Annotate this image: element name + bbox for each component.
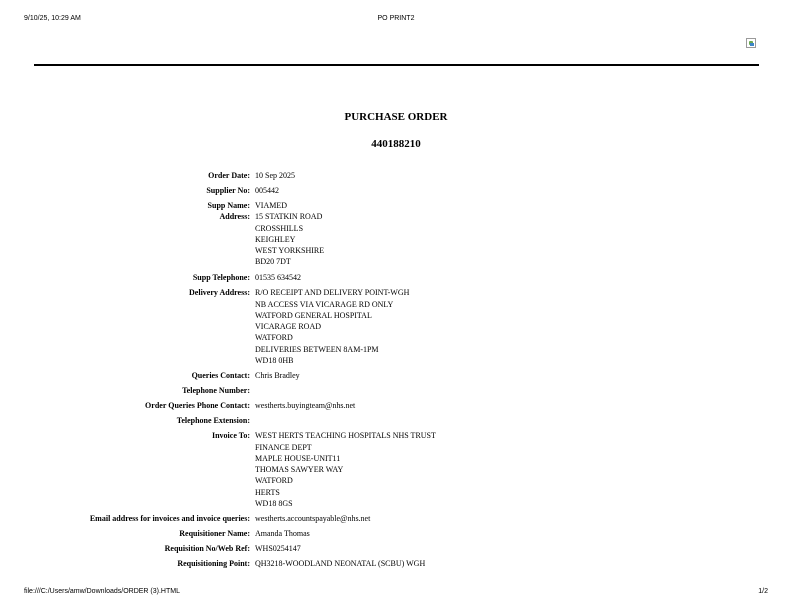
invoice-to-value: [255, 430, 436, 509]
telephone-number-row: [0, 385, 792, 400]
order-date-value: 10 Sep 2025: [255, 171, 295, 180]
requisitioner-name-label: Requisitioner Name:: [179, 529, 250, 539]
address-value: [255, 211, 324, 267]
requisitioner-name-row: [0, 528, 792, 543]
address-row: [0, 211, 792, 272]
telephone-number-label: Telephone Number:: [182, 386, 250, 396]
requisitioning-point-value: QH3218-WOODLAND NEONATAL (SCBU) WGH: [255, 559, 426, 569]
delivery-address-row: [0, 287, 792, 370]
order-queries-contact-label: Order Queries Phone Contact:: [145, 401, 250, 411]
supp-telephone-value: 01535 634542: [255, 273, 301, 283]
supplier-no-value: 005442: [255, 186, 279, 195]
email-invoices-value: westherts.accountspayable@nhs.net: [255, 514, 371, 524]
broken-image-icon: [746, 38, 756, 48]
address-line: 15 STATKIN ROAD: [255, 212, 323, 222]
print-timestamp: 9/10/25, 10:29 AM: [24, 15, 81, 22]
delivery-address-value: [255, 287, 409, 366]
invoice-to-line: WATFORD: [255, 476, 293, 486]
requisition-no-label: Requisition No/Web Ref:: [164, 544, 250, 554]
order-queries-contact-value: westherts.buyingteam@nhs.net: [255, 401, 356, 411]
email-invoices-label: Email address for invoices and invoice queries:: [89, 514, 250, 524]
supplier-no-row: [0, 185, 792, 200]
address-line: WEST YORKSHIRE: [255, 246, 325, 256]
address-line: CROSSHILLS: [255, 223, 304, 233]
invoice-to-line: THOMAS SAWYER WAY: [255, 465, 344, 475]
email-invoices-row: [0, 513, 792, 528]
invoice-to-label: Invoice To:: [211, 431, 250, 441]
order-details: [0, 170, 792, 573]
order-date-row: [0, 170, 792, 185]
delivery-address-label: Delivery Address:: [189, 288, 250, 298]
address-line: KEIGHLEY: [255, 234, 296, 244]
address-label: Address:: [219, 212, 250, 222]
address-line: BD20 7DT: [255, 257, 291, 267]
invoice-to-line: MAPLE HOUSE-UNIT11: [255, 453, 341, 463]
supp-name-label: Supp Name:: [207, 201, 250, 210]
file-path: file:///C:/Users/amw/Downloads/ORDER (3).HTML: [24, 588, 180, 595]
order-queries-contact-row: [0, 400, 792, 415]
queries-contact-label: Queries Contact:: [191, 371, 250, 381]
order-date-label: Order Date:: [208, 171, 250, 180]
delivery-address-line: WATFORD: [255, 333, 293, 343]
header-rule: [34, 64, 759, 66]
page-number: 1/2: [758, 588, 768, 595]
queries-contact-row: [0, 370, 792, 385]
delivery-address-line: DELIVERIES BETWEEN 8AM-1PM: [255, 344, 379, 354]
invoice-to-line: WD18 8GS: [255, 499, 293, 509]
delivery-address-line: NB ACCESS VIA VICARAGE RD ONLY: [255, 299, 394, 309]
requisition-no-row: [0, 543, 792, 558]
print-header: [0, 15, 792, 25]
supplier-no-label: Supplier No:: [206, 186, 250, 195]
invoice-to-line: WEST HERTS TEACHING HOSPITALS NHS TRUST: [255, 431, 436, 441]
supp-telephone-row: [0, 272, 792, 287]
print-title: PO PRINT2: [377, 15, 415, 22]
invoice-to-line: HERTS: [255, 487, 280, 497]
supp-name-row: [0, 200, 792, 211]
delivery-address-line: VICARAGE ROAD: [255, 322, 321, 332]
telephone-extension-row: [0, 415, 792, 430]
delivery-address-line: WD18 0HB: [255, 356, 294, 366]
requisitioner-name-value: Amanda Thomas: [255, 529, 310, 539]
invoice-to-row: [0, 430, 792, 513]
supp-telephone-label: Supp Telephone:: [192, 273, 250, 283]
requisition-no-value: WHS0254147: [255, 544, 301, 554]
delivery-address-line: WATFORD GENERAL HOSPITAL: [255, 310, 372, 320]
order-number: 440188210: [371, 138, 421, 150]
delivery-address-line: R/O RECEIPT AND DELIVERY POINT-WGH: [255, 288, 410, 298]
requisitioning-point-label: Requisitioning Point:: [177, 559, 250, 569]
supp-name-value: VIAMED: [255, 201, 287, 210]
invoice-to-line: FINANCE DEPT: [255, 442, 312, 452]
print-footer: [0, 588, 792, 598]
telephone-extension-label: Telephone Extension:: [176, 416, 250, 426]
queries-contact-value: Chris Bradley: [255, 371, 300, 381]
requisitioning-point-row: [0, 558, 792, 573]
document-title: PURCHASE ORDER: [344, 111, 448, 123]
